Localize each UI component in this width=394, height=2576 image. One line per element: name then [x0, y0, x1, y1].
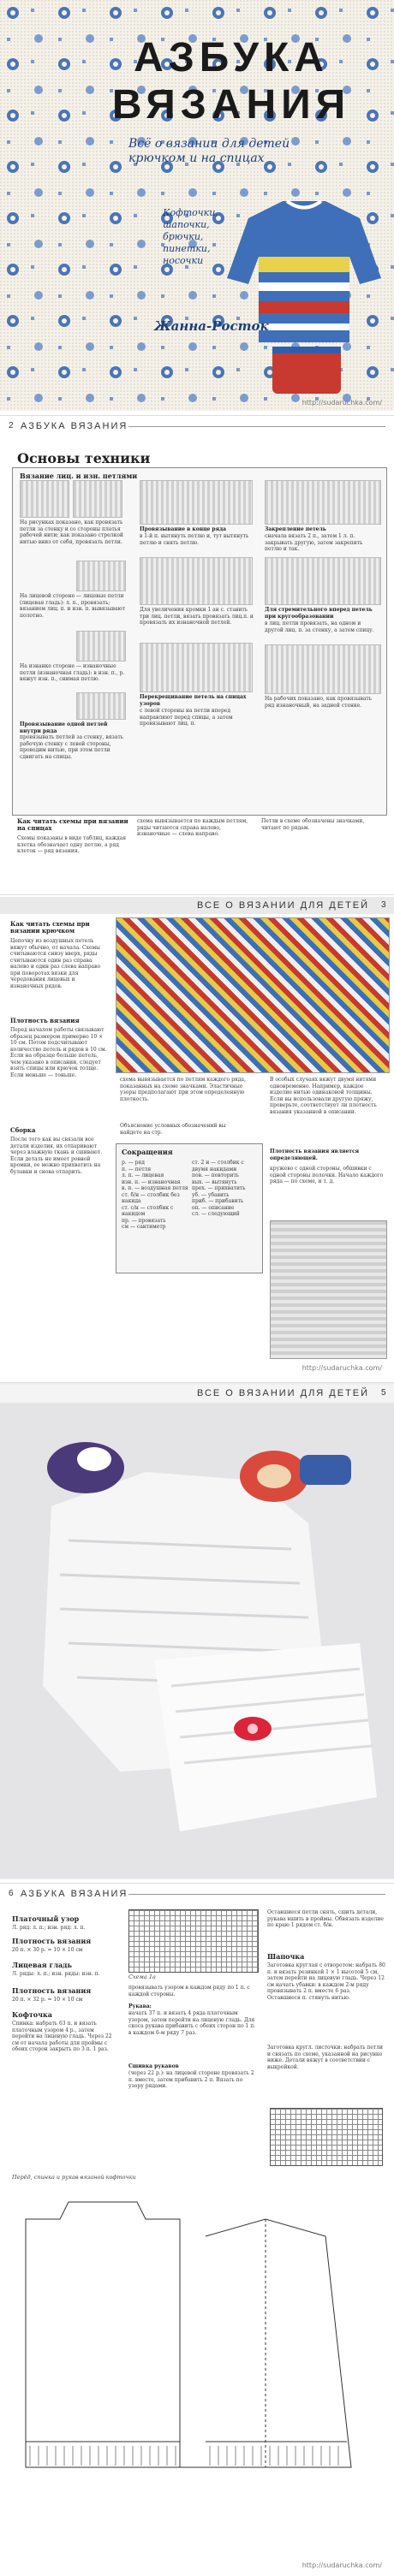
section-heading: Основы техники	[17, 450, 151, 466]
abbreviations-box	[116, 1143, 263, 1273]
stitch-photo-2	[73, 480, 122, 518]
cover-page	[0, 0, 394, 411]
s3-text: Л. ряды: л. п.; изн. ряды: изн. п.	[12, 1971, 100, 1977]
mid-text-3: (через 22 р.): на лицевой стороне провязать 2 п. вместе, затем прибавить 2 п. Вязать по узору рядами.	[128, 2070, 254, 2089]
stitch-photo-4	[76, 631, 126, 662]
running-header: ВСЕ О ВЯЗАНИИ ДЛЯ ДЕТЕЙ	[197, 900, 370, 911]
mid-text-2: начать 37 п. и вязать 4 ряда платочным узором, затем перейти на лицевую гладь. Для скоса рукава прибавить с обеих сторон по 1 п. в каждом 6-м ряду 7 раз.	[128, 2010, 256, 2036]
stitch-photo-1	[20, 480, 69, 518]
s3-title: Лицевая гладь	[12, 1961, 72, 1969]
col2-bold: Провязывание в конце ряда	[140, 526, 226, 532]
right-text-2: Заготовка круглая с отворотом: набрать 80 п. и вязать резинкой 1 × 1 высотой 5 см, затем перейти на лицевую гладь. Через 12 см начать убавки: в каждом 2-м ряду провязывать 2 п. вместе 6 раз. Оставшиеся п. стянуть нитью.	[267, 1962, 385, 2001]
sec1-text: Цепочку из воздушных петель вяжут обычно, от начала. Схемы считываются снизу вверх, ряды считываются один раз справа налево и один раз слева направо при поворотах вязки для чередования лицевых и изнаночных рядов.	[10, 938, 101, 989]
right-col-text: В особых случаях вяжут двумя нитями одновременно. Например, каждое изделие нитью одинаковой толщины. Если вы использовали другую пряжу, проверьте, соответствует ли плотность вязания указанной в описании.	[270, 1077, 377, 1115]
watermark: http://sudaruchka.com/	[301, 399, 382, 407]
page-number: 5	[381, 1388, 386, 1398]
page-4	[0, 1382, 394, 1879]
abbr-col2: ст. 2 н — столбик с двумя накидами пов. — повторить вых. — вытянуть прех. — прихватить уб. — убавить приб. — прибавить оп. — описание сл. — следующий	[192, 1160, 246, 1217]
col3-bold: Закрепление петель	[265, 526, 326, 532]
knitting-chart	[128, 1909, 259, 1973]
sec1-title: Как читать схемы при вязании крючком	[10, 920, 90, 935]
stitch-photo-9	[265, 480, 381, 525]
garment-diagram	[9, 2185, 385, 2561]
sec2-title: Плотность вязания	[10, 1017, 80, 1024]
col2b-text: Для увеличения кромки 1 ан с. ставить три лиц. петли, вязать провязать лиц.п. и провязать их изнаночной петлей.	[140, 607, 254, 626]
mid-bold: Рукава:	[128, 2003, 152, 2009]
cover-publisher: Жанна-Росток	[154, 318, 269, 334]
header-rule	[128, 426, 385, 427]
stitch-photo-5	[76, 692, 126, 720]
section2b-text: схема вывязывается по каждым петлям, ряды читаются справа налево, изнаночные — слева направо.	[137, 818, 248, 837]
header-rule	[128, 1894, 385, 1895]
section2c-text: Петли в схеме обозначены значками, читают по рядам.	[261, 818, 365, 831]
cover-title-1: АЗБУКА	[134, 35, 329, 80]
middle-text-2: Объяснение условных обозначений вы найдете на стр.	[120, 1123, 226, 1136]
cover-items: Кофточки, шапочки, брючки, пинетки, носочки	[163, 207, 218, 266]
rib-hatching	[30, 2446, 338, 2466]
right-col-text-2: кружево с одной стороны, обшивки с одной стороны полочки. Начало каждого ряда — по схеме, и т. д.	[270, 1166, 384, 1184]
section2-text: Схемы показаны в виде таблиц, каждая клетка обозначает одну петлю, а ряд клеток — ряд вязания.	[17, 835, 127, 854]
running-header: ВСЕ О ВЯЗАНИИ ДЛЯ ДЕТЕЙ	[197, 1388, 370, 1398]
sec2-text: Перед началом работы связывают образец размером примерно 10 × 10 см. Потом подсчитывают количество петель и рядов в 10 см. Если на образце больше петель, чем указано в описании, следует взять спицы или крючок толще. Если меньше — тоньше.	[10, 1027, 107, 1078]
mid-bold-2: Сшивка рукавов	[128, 2063, 179, 2069]
page-number: 3	[381, 900, 386, 910]
abbr-title: Сокращения	[122, 1148, 173, 1156]
s1-title: Платочный узор	[12, 1914, 80, 1923]
sec3-text: После того как вы связали все детали изделия, их отпаривают через влажную ткань и сшивают. Если деталь не имеет ровной кромки, ее можно прихватить на булавки и снова отпарить.	[10, 1137, 103, 1175]
abbr-col1: р. — ряд п. — петля л. п. — лицевая изн. п. — изнаночная в. п. — воздушная петля ст. б/н — столбик без накида ст. с/н — столбик с накидом пр. — провязать см — сантиметр	[122, 1160, 188, 1230]
right-text-1: Оставшиеся петли снять, сшить детали, рукава вшить в проймы. Обвязать изделие по краю 1 рядом ст. б/н.	[267, 1909, 384, 1928]
box-title: Вязание лиц. и изн. петлями	[20, 472, 138, 480]
cap-chart	[270, 2108, 383, 2166]
diagram-caption: Перёд, спинка и рукав вязаной кофточки	[12, 2174, 136, 2181]
mid-text-1: провязывать узором в каждом ряду по 1 п. с каждой стороны.	[128, 1985, 250, 1997]
col1d-text: провязывать петлей за стенку, вязать рабочую стенку с левой стороны, проводим нитью, при этом петли сдвигать на спицы.	[20, 734, 123, 760]
running-header: АЗБУКА ВЯЗАНИЯ	[21, 1889, 128, 1899]
s2-title: Плотность вязания	[12, 1937, 92, 1945]
col1-text: На рисунках показано, как провязать петли за стенку и со стороны платья рабочей нити; как показано стрелкой нитью вниз от себя, провязать петли.	[20, 519, 123, 545]
sec3-title: Сборка	[10, 1126, 36, 1134]
page-number: 2	[9, 421, 14, 430]
right-col-bold: Плотность вязания является определяющей.	[270, 1149, 360, 1161]
trousers-illustration	[272, 347, 341, 394]
col3b-text: в лиц. петли провязать, на одном и другой лиц. п. за стенку, а затем спицу.	[265, 620, 374, 633]
section2-title: Как читать схемы при вязании на спицах	[17, 817, 128, 832]
technique-box	[12, 467, 387, 816]
s1-text: Л. ряд: л. п.; изн. ряд: л. п.	[12, 1925, 86, 1931]
col3-bold2: Для стремительного вперед петель при кругообразовании	[265, 607, 373, 620]
page-number: 6	[9, 1889, 14, 1898]
stitch-photo-8	[140, 643, 253, 692]
s4-text: 20 п. × 32 р. = 10 × 10 см	[12, 1997, 83, 2003]
s4-title: Плотность вязания	[12, 1986, 92, 1995]
col2-text: в 1-й п. вытянуть петлю и, тут вытянуть петлю и снять петлю.	[140, 533, 249, 546]
baby-clothes-photo	[0, 1404, 394, 1879]
page-3	[0, 894, 394, 1379]
right-bold: Шапочка	[267, 1952, 305, 1961]
s5-text: Спинка: набрать 63 п. и вязать платочным узором 4 р., затем перейти на лицевую гладь. Через 22 см от начала работы для проймы с обеих сторон закрыть по 3 п. 1 раз.	[12, 2021, 112, 2052]
watermark: http://sudaruchka.com/	[301, 1364, 382, 1372]
pattern-chart	[270, 1220, 387, 1359]
stitch-photo-10	[265, 557, 381, 605]
running-header: АЗБУКА ВЯЗАНИЯ	[21, 421, 128, 431]
col2-bold2: Перекрещивание петель на спицах узоров	[140, 694, 247, 707]
right-text-3: Заготовка кругл. листочки: набрать петли и связать по схеме, указанной на рисунке ниже. Детали вяжут в соответствии с выкройкой.	[267, 2045, 384, 2070]
col2c-text: с левой стороны на петли вперед направляют перед спицы, а затем провязывают лиц. п.	[140, 708, 233, 727]
stitch-photo-7	[140, 557, 253, 605]
col3c-text: На рабочих показано, как провязывать ряд изнаночный, на задней стенке.	[265, 696, 373, 709]
stitch-photo-11	[265, 644, 381, 694]
cover-title-2: ВЯЗАНИЯ	[111, 82, 351, 128]
col3-text: сначала вязать 2 п., затем 1 л. п. закрывать другую, затем закрепить петлю и так.	[265, 533, 363, 552]
page-5	[0, 1883, 394, 2576]
col1-bold: Провязывание одной петлей внутри ряда	[20, 721, 108, 734]
colorwork-photo	[116, 917, 390, 1073]
col1b-text: На лицевой стороне — лицевые петли (лицевая гладь): л. п., провязать; вязанием лиц. п. и изн. п. вывязывают полотно.	[20, 593, 126, 619]
cover-subtitle: Всё о вязании для детей крючком и на спицах	[128, 137, 290, 165]
s2-text: 20 п. × 30 р. = 10 × 10 см	[12, 1947, 83, 1953]
chart-caption: Схема 1а	[128, 1974, 156, 1980]
middle-text: схема вывязывается по петлям каждого ряда, показанных на схеме значками. Эластичные узоры предполагают при этом определенную плотность.	[120, 1077, 246, 1102]
stitch-photo-6	[140, 480, 253, 525]
watermark: http://sudaruchka.com/	[301, 2561, 382, 2569]
stitch-photo-3	[76, 561, 126, 591]
page-2	[0, 415, 394, 891]
col1c-text: На изнанке стороне — изнаночные петли (изнаночная гладь): в изн. п., р. вяжут изн. п., снимая петлю.	[20, 663, 125, 682]
s5-title: Кофточка	[12, 2010, 52, 2019]
